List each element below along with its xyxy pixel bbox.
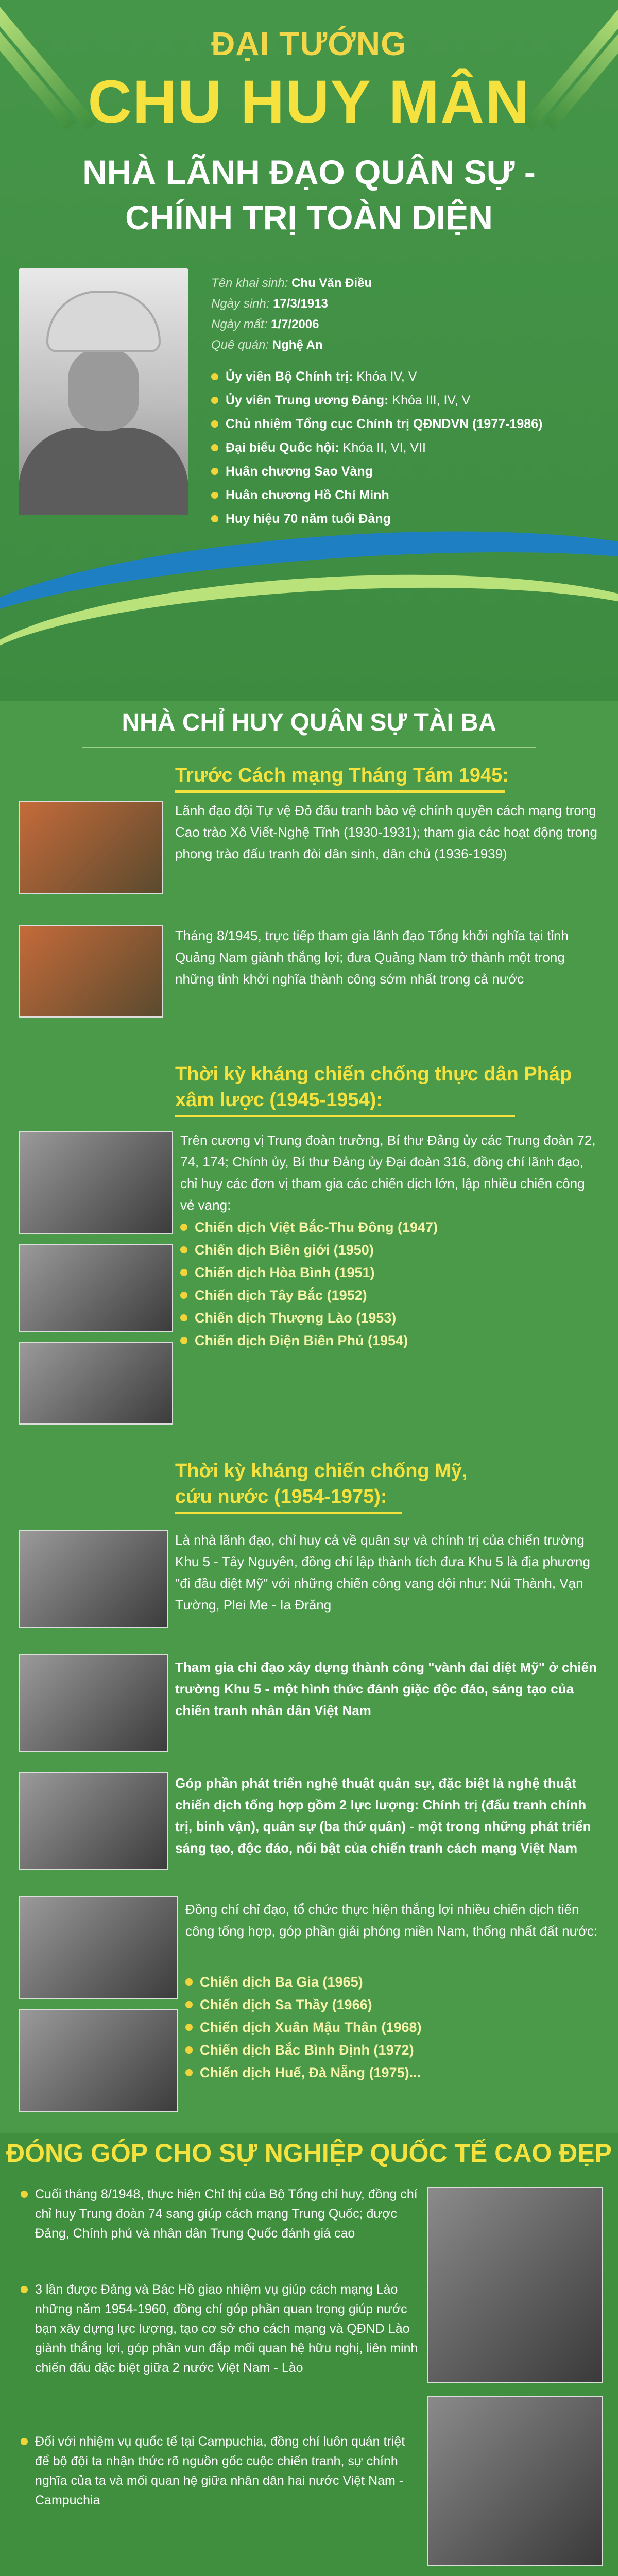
text-american-4: Đồng chí chỉ đạo, tổ chức thực hiện thắng lợi nhiều chiến dịch tiến công tổng hợp, góp phần giải phóng miền Nam, thống nhất đất nước: <box>185 1902 598 1939</box>
bio-panel <box>211 273 603 531</box>
campaign-list-french <box>180 1216 438 1352</box>
bio-role: Chủ nhiệm Tổng cục Chính trị QĐNDVN (1977-1986) <box>211 412 603 436</box>
photo-battlefield <box>19 1342 173 1425</box>
photo-meeting <box>19 1530 168 1628</box>
section-title-military: NHÀ CHỈ HUY QUÂN SỰ TÀI BA <box>122 709 496 736</box>
campaign-item: Chiến dịch Huế, Đà Nẵng (1975)... <box>185 2061 422 2084</box>
campaign-item: Chiến dịch Ba Gia (1965) <box>185 1971 422 1993</box>
title-underline <box>175 790 505 793</box>
photo-flags <box>427 2187 603 2383</box>
campaign-item: Chiến dịch Hòa Bình (1951) <box>180 1261 438 1284</box>
intl-item: Cuối tháng 8/1948, thực hiện Chỉ thị của Bộ Tổng chỉ huy, đồng chí chỉ huy Trung đoàn 74 sang giúp cách mạng Trung Quốc; được Đảng, Chính phủ và nhân dân Trung Quốc đánh giá cao <box>21 2184 422 2243</box>
campaign-item: Chiến dịch Sa Thầy (1966) <box>185 1993 422 2016</box>
text-pre1945-2: Tháng 8/1945, trực tiếp tham gia lãnh đạo Tổng khởi nghĩa tại tỉnh Quảng Nam giành thắng lợi; đưa Quảng Nam trở thành một trong những tỉnh khởi nghĩa thành công sớm nhất trong cả nước <box>175 928 569 987</box>
intl-item: 3 lần được Đảng và Bác Hồ giao nhiệm vụ giúp cách mạng Lào những năm 1954-1960, đồng chí góp phần quan trọng giúp nước bạn xây dựng lực lượng, tạo cơ sở cho cách mạng và QĐND Lào giành thắng lợi, góp phần vun đắp mối quan hệ hữu nghị, liên minh chiến đấu đặc biệt giữa 2 nước Việt Nam - Lào <box>21 2280 422 2378</box>
bio-role: Ủy viên Bộ Chính trị: Khóa IV, V <box>211 365 603 388</box>
text-pre1945-1: Lãnh đạo đội Tự vệ Đỏ đấu tranh bảo vệ chính quyền cách mạng trong Cao trào Xô Viết-Nghệ Tĩnh (1930-1931); tham gia các hoạt động trong phong trào đấu tranh đòi dân sinh, dân chủ (1936-1939) <box>175 803 598 861</box>
header-rank: ĐẠI TƯỚNG <box>211 25 407 62</box>
campaign-item: Chiến dịch Thượng Lào (1953) <box>180 1307 438 1329</box>
campaign-item: Chiến dịch Điện Biên Phủ (1954) <box>180 1329 438 1352</box>
title-underline <box>175 1512 402 1514</box>
photo-painting <box>19 801 163 894</box>
photo-tank <box>19 1896 178 1999</box>
divider <box>82 747 536 748</box>
campaign-list-american <box>185 1971 422 2084</box>
bio-alias: Tên khai sinh: Chu Văn Điều <box>211 276 372 290</box>
title-underline <box>175 1115 515 1117</box>
photo-uprising <box>19 925 163 1018</box>
campaign-item: Chiến dịch Biên giới (1950) <box>180 1239 438 1261</box>
period-title-american: Thời kỳ kháng chiến chống Mỹ, cứu nước (1954-1975): <box>175 1460 468 1507</box>
text-french: Trên cương vị Trung đoàn trưởng, Bí thư Đảng ủy các Trung đoàn 72, 74, 174; Chính ủy, Bí thư Đảng ủy Đại đoàn 316, đồng chí lãnh đạo, chỉ huy các đơn vị tham gia các chiến dịch lớn, lập nhiều chiến công vẻ vang: <box>180 1132 596 1213</box>
bio-role: Huân chương Sao Vàng <box>211 460 603 483</box>
photo-women-fighters <box>19 1772 168 1870</box>
portrait-photo <box>19 268 188 515</box>
photo-commanders <box>19 2009 178 2112</box>
bio-role: Huân chương Hồ Chí Minh <box>211 483 603 507</box>
text-american-2: Tham gia chỉ đạo xây dựng thành công "vành đai diệt Mỹ" ở chiến trường Khu 5 - một hình thức đánh giặc độc đáo, sáng tạo của chiến tranh nhân dân Việt Nam <box>175 1659 597 1718</box>
campaign-item: Chiến dịch Tây Bắc (1952) <box>180 1284 438 1307</box>
photo-conference <box>427 2396 603 2566</box>
portrait-cap <box>46 291 161 352</box>
photo-troops <box>19 1654 168 1752</box>
section-title-international: ĐÓNG GÓP CHO SỰ NGHIỆP QUỐC TẾ CAO ĐẸP <box>6 2139 612 2167</box>
bio-home: Quê quán: Nghệ An <box>211 338 323 352</box>
portrait-face <box>68 348 139 431</box>
photo-soldiers <box>19 1131 173 1234</box>
bio-role: Ủy viên Trung ương Đảng: Khóa III, IV, V <box>211 388 603 412</box>
photo-bridge <box>19 1244 173 1332</box>
header-subtitle: NHÀ LÃNH ĐẠO QUÂN SỰ - CHÍNH TRỊ TOÀN DIỆN <box>82 153 536 236</box>
bio-died: Ngày mất: 1/7/2006 <box>211 317 319 331</box>
period-title-french: Thời kỳ kháng chiến chống thực dân Pháp xâm lược (1945-1954): <box>175 1063 572 1111</box>
text-american-1: Là nhà lãnh đạo, chỉ huy cả về quân sự và chính trị của chiến trường Khu 5 - Tây Nguyên, đồng chí lập thành tích đưa Khu 5 là địa phương "đi đầu diệt Mỹ" với những chiến công vang dội như: Núi Thành, Vạn Tường, Plei Me - Ia Đrăng <box>175 1532 590 1613</box>
campaign-item: Chiến dịch Xuân Mậu Thân (1968) <box>185 2016 422 2039</box>
header-name: CHU HUY MÂN <box>88 68 530 136</box>
text-american-3: Góp phần phát triển nghệ thuật quân sự, đặc biệt là nghệ thuật chiến dịch tổng hợp gồm 2 lực lượng: Chính trị (đấu tranh chính trị, binh vận), quân sự (ba thứ quân) - một trong những phát triển sáng tạo, độc đáo, nổi bật của chiến tranh cách mạng Việt Nam <box>175 1775 591 1856</box>
bio-born: Ngày sinh: 17/3/1913 <box>211 297 328 311</box>
bio-role: Đại biểu Quốc hội: Khóa II, VI, VII <box>211 436 603 460</box>
header-band <box>0 0 618 701</box>
bio-role: Huy hiệu 70 năm tuổi Đảng <box>211 507 603 531</box>
campaign-item: Chiến dịch Việt Bắc-Thu Đông (1947) <box>180 1216 438 1239</box>
period-title-pre1945: Trước Cách mạng Tháng Tám 1945: <box>175 765 509 786</box>
portrait-uniform <box>19 428 188 515</box>
intl-item: Đối với nhiệm vụ quốc tế tại Campuchia, đồng chí luôn quán triệt để bộ đội ta nhận thức rõ nguồn gốc cuộc chiến tranh, sự chính nghĩa của ta và mối quan hệ giữa nhân dân hai nước Việt Nam - Campuchia <box>21 2432 422 2510</box>
campaign-item: Chiến dịch Bắc Bình Định (1972) <box>185 2039 422 2061</box>
